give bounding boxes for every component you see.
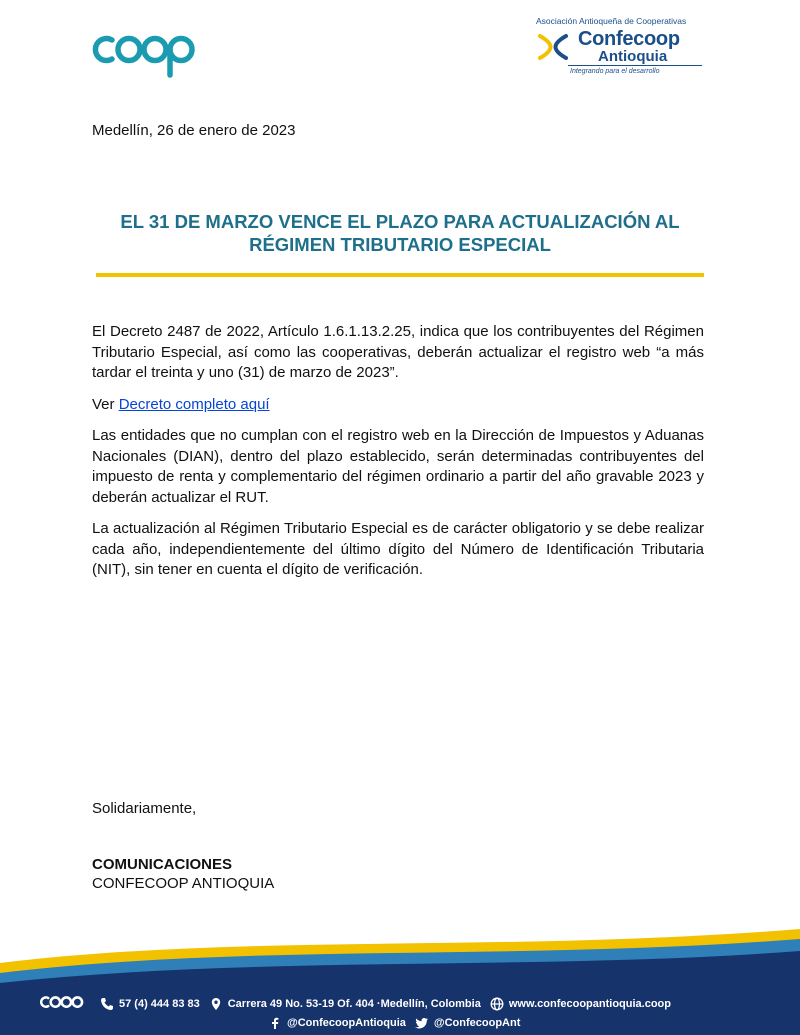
title-line-1: EL 31 DE MARZO VENCE EL PLAZO PARA ACTUALIZACIÓN AL — [120, 211, 680, 232]
letter-date: Medellín, 26 de enero de 2023 — [92, 122, 296, 139]
letter-body — [92, 322, 704, 592]
twitter-icon — [415, 1016, 429, 1030]
title-line-2: RÉGIMEN TRIBUTARIO ESPECIAL — [249, 234, 551, 255]
signature-block — [92, 855, 274, 893]
confecoop-emblem-icon — [536, 30, 570, 64]
paragraph-link — [92, 395, 704, 416]
footer-website[interactable]: www.confecoopantioquia.coop — [508, 998, 671, 1010]
footer-phone: 57 (4) 444 83 83 — [119, 998, 200, 1010]
signature-org: CONFECOOP ANTIOQUIA — [92, 875, 275, 892]
facebook-icon — [268, 1016, 282, 1030]
decree-link[interactable]: Decreto completo aquí — [118, 395, 270, 413]
globe-icon — [490, 997, 504, 1011]
footer-address: Carrera 49 No. 53-19 Of. 404 ·Medellín, Colombia — [227, 998, 481, 1010]
footer-social-row — [268, 1014, 520, 1032]
paragraph-consequences: Las entidades que no cumplan con el registro web en la Dirección de Impuestos y Aduanas Nacionales (DIAN), dentro del plazo establecido, serán determinadas contribuyentes del impuesto de renta y complementario del régimen ordinario a partir del año gravable 2023 y deberán actualizar el RUT. — [92, 427, 704, 506]
document-title — [96, 210, 704, 256]
confecoop-name: Confecoop — [578, 28, 680, 50]
footer-twitter[interactable]: @ConfecoopAnt — [433, 1017, 521, 1029]
ver-prefix: Ver — [92, 395, 119, 413]
location-pin-icon — [209, 997, 223, 1011]
confecoop-logo-rule — [568, 65, 702, 66]
confecoop-tagline: Integrando para el desarrollo — [570, 68, 660, 75]
confecoop-antioquia-logo — [532, 14, 712, 80]
footer-facebook[interactable]: @ConfecoopAntioquia — [287, 1017, 406, 1029]
confecoop-association-text: Asociación Antioqueña de Cooperativas — [536, 16, 687, 26]
closing-salutation: Solidariamente, — [92, 800, 197, 817]
phone-icon — [100, 997, 114, 1011]
signature-role: COMUNICACIONES — [92, 856, 233, 873]
paragraph-decree: El Decreto 2487 de 2022, Artículo 1.6.1.13.2.25, indica que los contribuyentes del Régimen Tributario Especial, así como las cooperativas, deberán actualizar el registro web “a más tardar el treinta y uno (31) de marzo de 2023”. — [92, 323, 704, 381]
coop-logo — [92, 28, 202, 80]
confecoop-region: Antioquia — [598, 48, 668, 65]
paragraph-obligation: La actualización al Régimen Tributario Especial es de carácter obligatorio y se debe realizar cada año, independientemente del último dígito del Número de Identificación Tributaria (NIT), sin tener en cuenta el dígito de verificación. — [92, 520, 704, 578]
title-underline — [96, 273, 704, 277]
footer-coop-logo — [36, 993, 90, 1015]
footer-contact-row — [36, 992, 671, 1016]
